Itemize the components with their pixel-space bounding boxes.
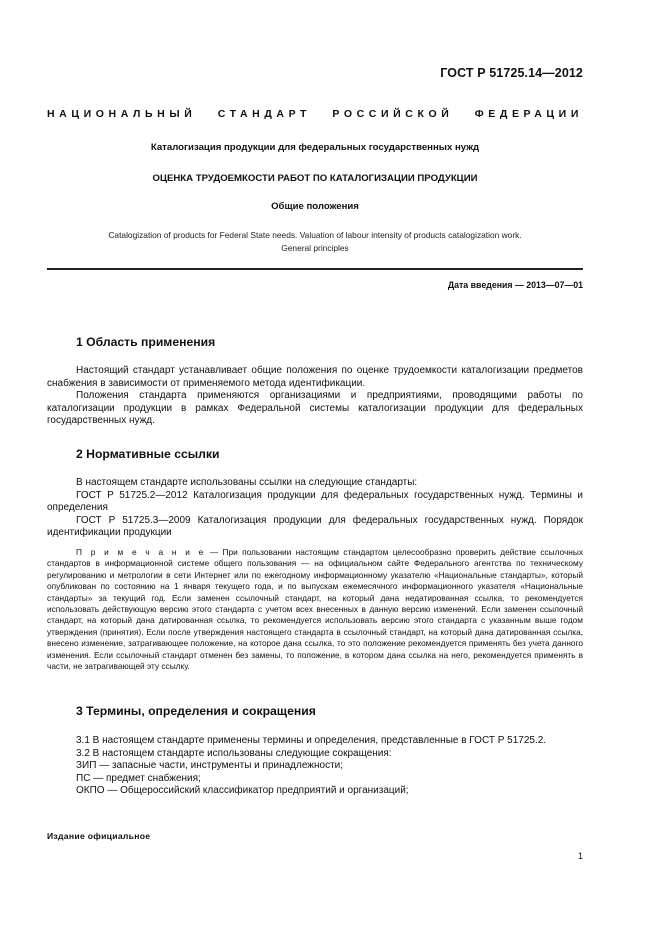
paragraph: 3.1 В настоящем стандарте применены термины и определения, представленные в ГОСТ Р 51725.2. — [76, 735, 547, 746]
reference-item: ГОСТ Р 51725.3—2009 Каталогизация продукции для федеральных государственных нужд. Порядок идентификации продукции — [47, 514, 583, 538]
page-number: 1 — [577, 851, 583, 861]
english-title-line: General principles — [281, 243, 349, 253]
section-3-body — [47, 735, 583, 798]
introduction-date: Дата введения — 2013—07—01 — [447, 280, 583, 290]
document-page — [47, 0, 583, 936]
paragraph: Положения стандарта применяются организациями и предприятиями, проводящими работы по каталогизации продукции в рамках Федеральной системы каталогизации продукции для федеральных государственных нужд. — [47, 390, 583, 426]
banner-word: ФЕДЕРАЦИИ — [474, 108, 583, 120]
note-text: — При пользовании настоящим стандартом целесообразно проверить действие ссылочных стандартов в информационной системе общего пользования — на официальном сайте Федерального агентства по техническому регулированию и метрологии в сети Интернет или по ежегодному информационному указателю «Национальные стандарты», который опубликован по состоянию на 1 января текущего года, и по выпускам ежемесячного информационного указателя «Национальные стандарты» за текущий год. Если заменен ссылочный стандарт, на который дана недатированная ссылка, то рекомендуется использовать действующую версию этого стандарта с учетом всех внесенных в данную версию изменений. Если заменен ссылочный стандарт, на который дана датированная ссылка, то рекомендуется использовать версию этого стандарта с указанным выше годом утверждения (принятия). Если после утверждения настоящего стандарта в ссылочный стандарт, на который дана датированная ссылка, внесено изменение, затрагивающее положение, на которое дана ссылка, то это положение рекомендуется применять без учета данного изменения. Если ссылочный стандарт отменен без замены, то положение, в котором дана ссылка на него, рекомендуется применять в части, не затрагивающей эту ссылку. — [47, 547, 583, 672]
reference-note — [47, 547, 583, 672]
standard-number: ГОСТ Р 51725.14—2012 — [440, 66, 583, 80]
reference-item: ГОСТ Р 51725.2—2012 Каталогизация продукции для федеральных государственных нужд. Термины и определения — [47, 489, 583, 513]
abbreviation-item: ЗИП — запасные части, инструменты и принадлежности; — [76, 760, 344, 771]
series-title: Каталогизация продукции для федеральных государственных нужд — [150, 142, 480, 153]
banner-word: РОССИЙСКОЙ — [332, 108, 454, 120]
note-label: П р и м е ч а н и е — [76, 547, 206, 557]
section-2-body — [47, 477, 583, 540]
title-block — [47, 142, 583, 255]
abbreviation-item: ОКПО — Общероссийский классификатор предприятий и организаций; — [76, 785, 409, 796]
subtitle: Общие положения — [271, 201, 359, 212]
english-title-line: Catalogization of products for Federal State needs. Valuation of labour intensity of products catalogization work. — [108, 230, 522, 240]
banner-word: НАЦИОНАЛЬНЫЙ — [47, 108, 197, 120]
banner-word: СТАНДАРТ — [217, 108, 312, 120]
section-3-heading: 3 Термины, определения и сокращения — [76, 704, 316, 718]
edition-label: Издание официальное — [47, 831, 151, 841]
paragraph: 3.2 В настоящем стандарте использованы следующие сокращения: — [76, 747, 392, 759]
main-title: ОЦЕНКА ТРУДОЕМКОСТИ РАБОТ ПО КАТАЛОГИЗАЦИИ ПРОДУКЦИИ — [152, 173, 478, 184]
title-divider — [47, 268, 583, 270]
paragraph: В настоящем стандарте использованы ссылки на следующие стандарты: — [76, 477, 418, 488]
english-title — [47, 229, 583, 255]
abbreviation-item: ПС — предмет снабжения; — [76, 772, 201, 784]
paragraph: Настоящий стандарт устанавливает общие положения по оценке трудоемкости каталогизации предметов снабжения в зависимости от применяемого метода идентификации. — [47, 365, 583, 389]
section-2-heading: 2 Нормативные ссылки — [76, 447, 220, 461]
section-1-heading: 1 Область применения — [76, 335, 216, 349]
national-standard-banner — [47, 108, 583, 120]
section-1-body — [47, 365, 583, 428]
